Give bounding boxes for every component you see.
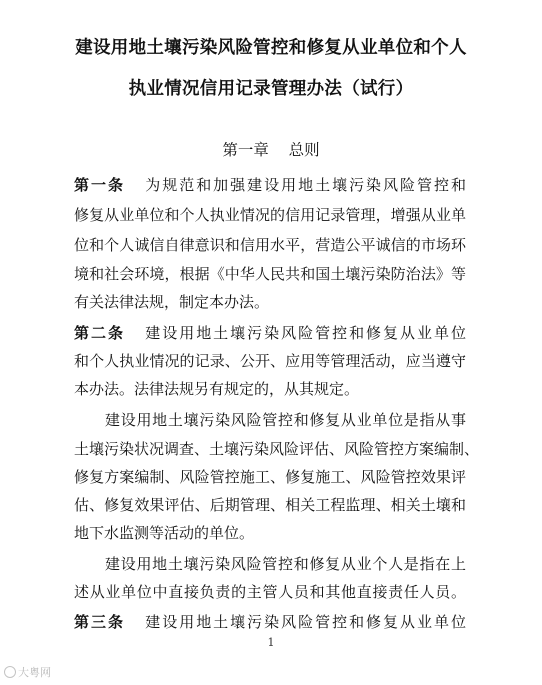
document-title-line-2: 执业情况信用记录管理办法（试行） [128, 79, 414, 99]
document-title-line-1: 建设用地土壤污染风险管控和修复从业单位和个人 [75, 38, 467, 58]
article-3-text: 建设用地土壤污染风险管控和修复从业单位 [145, 613, 466, 631]
article-2-line-3: 本办法。法律法规另有规定的，从其规定。 [74, 380, 360, 398]
article-1-line-2: 修复从业单位和个人执业情况的信用记录管理，增强从业单 [74, 206, 466, 224]
article-2-text: 建设用地土壤污染风险管控和修复从业单位 [145, 324, 466, 342]
article-2-label: 第二条 [74, 324, 125, 342]
article-1-text: 为规范和加强建设用地土壤污染风险管控和 [145, 176, 466, 194]
paragraph-individuals-line-1: 建设用地土壤污染风险管控和修复从业个人是指在上 [105, 555, 466, 573]
article-1-line-4: 境和社会环境，根据《中华人民共和国土壤污染防治法》等 [74, 265, 466, 283]
watermark-logo-icon [4, 666, 16, 678]
paragraph-individuals-line-2: 述从业单位中直接负责的主管人员和其他直接责任人员。 [74, 583, 466, 601]
watermark [4, 664, 51, 680]
article-1-line-5: 有关法律法规，制定本办法。 [74, 293, 270, 311]
chapter-heading: 第一章 总则 [222, 141, 320, 159]
paragraph-units-line-1: 建设用地土壤污染风险管控和修复从业单位是指从事 [105, 411, 466, 429]
page-number: 1 [267, 636, 275, 649]
paragraph-units-line-5: 地下水监测等活动的单位。 [74, 524, 255, 542]
article-1-line-3: 位和个人诚信自律意识和信用水平，营造公平诚信的市场环 [74, 236, 466, 254]
article-2-line-1 [74, 322, 466, 344]
paragraph-units-line-3: 修复方案编制、风险管控施工、修复施工、风险管控效果评 [74, 468, 466, 486]
article-3-line-1 [74, 611, 466, 633]
article-3-label: 第三条 [74, 613, 125, 631]
watermark-text: 大粤网 [18, 666, 51, 679]
paragraph-units-line-2: 土壤污染状况调查、土壤污染风险评估、风险管控方案编制、 [74, 440, 480, 458]
article-1-label: 第一条 [74, 176, 125, 194]
article-2-line-2: 和个人执业情况的记录、公开、应用等管理活动，应当遵守 [74, 352, 466, 370]
article-1-line-1 [74, 174, 466, 196]
paragraph-units-line-4: 估、修复效果评估、后期管理、相关工程监理、相关土壤和 [74, 496, 466, 514]
